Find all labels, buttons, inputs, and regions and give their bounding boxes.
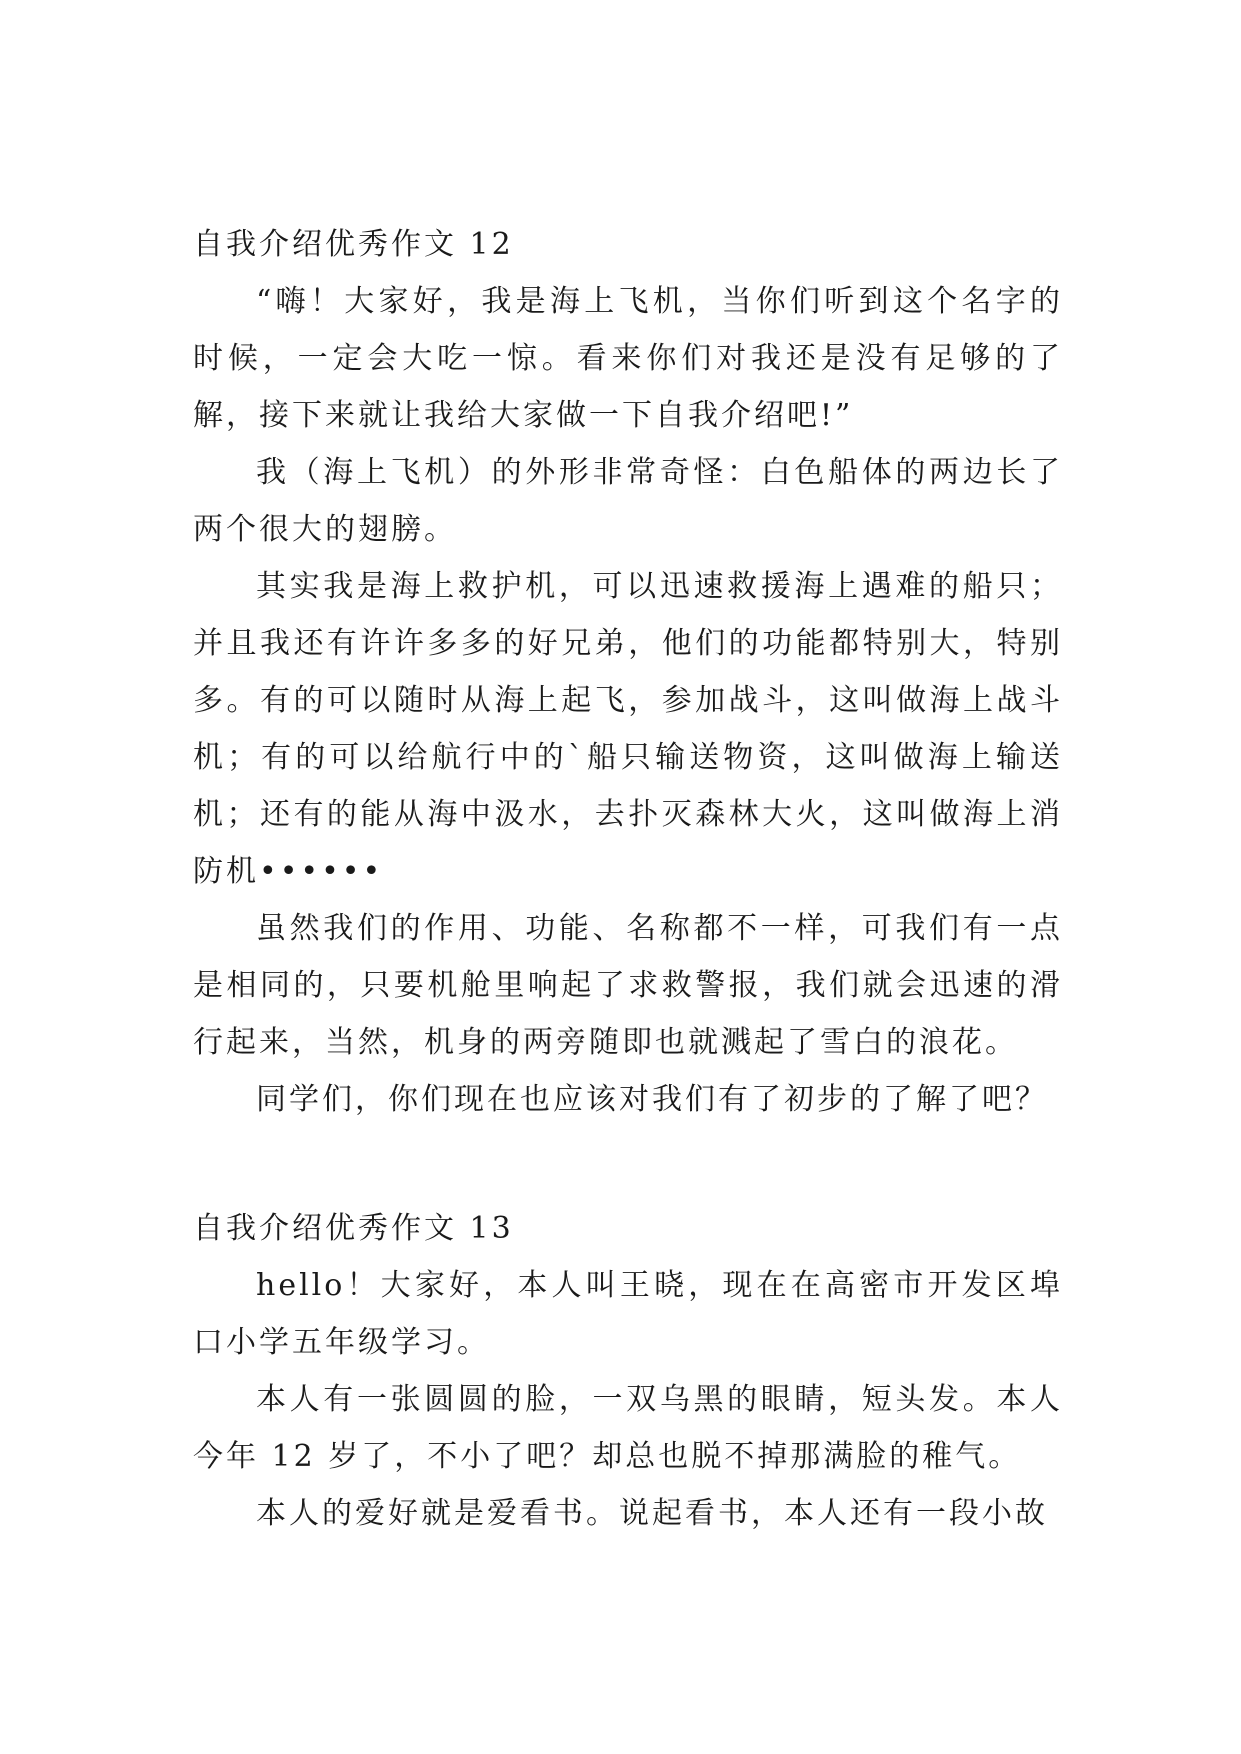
paragraph: 本人有一张圆圆的脸，一双乌黑的眼睛，短头发。本人今年 12 岁了，不小了吧？却总也脱不掉那满脸的稚气。: [193, 1382, 1063, 1474]
paragraph: 同学们，你们现在也应该对我们有了初步的了解了吧？: [256, 1082, 1048, 1117]
paragraph: 其实我是海上救护机，可以迅速救援海上遇难的船只；并且我还有许许多多的好兄弟，他们的功能都特别大，特别多。有的可以随时从海上起飞，参加战斗，这叫做海上战斗机；有的可以给航行中的`船只输送物资，这叫做海上输送机；还有的能从海中汲水，去扑灭森林大火，这叫做海上消防机••••••: [193, 569, 1063, 889]
paragraph: hello！大家好，本人叫王晓，现在在高密市开发区埠口小学五年级学习。: [193, 1268, 1063, 1360]
section-title: 自我介绍优秀作文 13: [193, 1211, 514, 1246]
essay-section-12: [193, 216, 1063, 1128]
section-title: 自我介绍优秀作文 12: [193, 227, 514, 262]
essay-section-13: [193, 1200, 1063, 1542]
paragraph: 本人的爱好就是爱看书。说起看书，本人还有一段小故: [256, 1496, 1048, 1531]
paragraph: 虽然我们的作用、功能、名称都不一样，可我们有一点是相同的，只要机舱里响起了求救警报，我们就会迅速的滑行起来，当然，机身的两旁随即也就溅起了雪白的浪花。: [193, 911, 1063, 1060]
paragraph: “嗨！大家好，我是海上飞机，当你们听到这个名字的时候，一定会大吃一惊。看来你们对我还是没有足够的了解，接下来就让我给大家做一下自我介绍吧!”: [193, 284, 1063, 433]
paragraph: 我（海上飞机）的外形非常奇怪：白色船体的两边长了两个很大的翅膀。: [193, 455, 1063, 547]
